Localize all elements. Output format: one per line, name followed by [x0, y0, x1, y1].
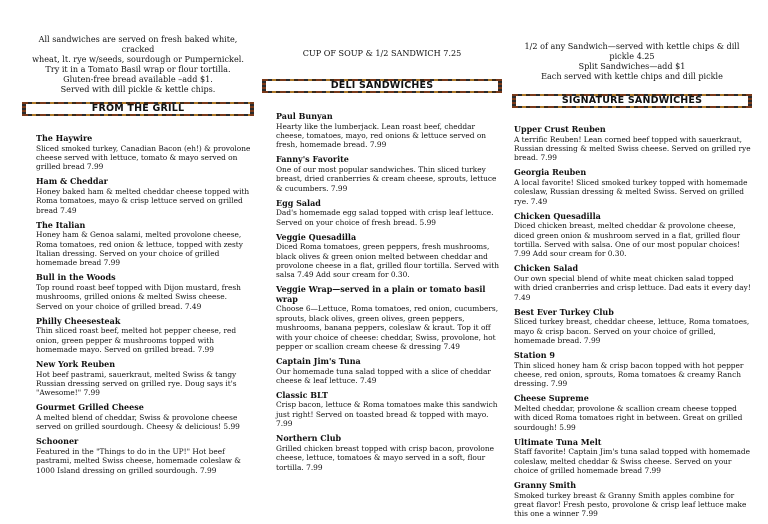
menu-item-description: Sliced turkey breast, cheddar cheese, lettuce, Roma tomatoes, mayo & crisp bacon. Served on your choice of grilled, homemade bread. 7.99 — [514, 317, 750, 346]
soup-combo-text: CUP OF SOUP & 1/2 SANDWICH 7.25 — [302, 48, 462, 58]
menu-item-name: Fanny's Favorite — [276, 154, 349, 165]
menu-item — [276, 434, 502, 472]
menu-item-description: Our own special blend of white meat chicken salad topped with dried cranberries and crisp lettuce. Dad eats it every day! 7.49 — [514, 273, 751, 302]
menu-item-description: Our homemade tuna salad topped with a slice of cheddar cheese & leaf lettuce. 7.49 — [276, 366, 491, 385]
menu-item-description: Hearty like the lumberjack. Lean roast beef, cheddar cheese, tomatoes, mayo, red onions & lettuce served on fresh, homemade bread. 7.99 — [276, 121, 487, 150]
menu-item — [514, 264, 752, 302]
section-header-deli — [262, 79, 502, 93]
menu-item — [276, 155, 502, 193]
menu-item — [514, 212, 752, 259]
menu-item — [36, 360, 254, 398]
menu-item — [276, 199, 502, 227]
menu-item — [276, 357, 502, 385]
menu-item-description: Hot beef pastrami, sauerkraut, melted Swiss & tangy Russian dressing served on grilled rye. Doug says it's "Awesome!" 7.99 — [36, 369, 237, 398]
menu-item-name: Classic BLT — [276, 389, 328, 400]
menu-item-description: Honey baked ham & melted cheddar cheese topped with Roma tomatoes, mayo & crisp lettuce served on grilled bread 7.49 — [36, 186, 250, 215]
signature-item-list — [514, 125, 752, 524]
menu-item-name: Paul Bunyan — [276, 111, 333, 121]
intro-line: wheat, lt. rye w/seeds, sourdough or Pumpernickel. — [32, 54, 244, 64]
soup-combo-note — [262, 48, 502, 58]
menu-item-description: Honey ham & Genoa salami, melted provolone cheese, Roma tomatoes, red onion & lettuce, topped with zesty Italian dressing. Served on your choice of grilled homemade bread 7.99 — [36, 230, 243, 268]
menu-item-name: Upper Crust Reuben — [514, 124, 606, 134]
menu-item — [276, 233, 502, 280]
intro-line: 1/2 of any Sandwich—served with kettle chips & dill pickle 4.25 — [524, 41, 740, 61]
menu-item-description: A local favorite! Sliced smoked turkey topped with homemade coleslaw, Russian dressing & melted Swiss. Served on grilled rye. 7.49 — [514, 177, 748, 206]
intro-line: Gluten-free bread available –add $1. — [63, 74, 213, 84]
menu-item-name: Station 9 — [514, 349, 555, 360]
column-right — [512, 0, 752, 519]
deli-item-list — [276, 112, 502, 478]
menu-item — [276, 391, 502, 429]
menu-item-name: The Haywire — [36, 133, 93, 143]
intro-line: Served with dill pickle & kettle chips. — [60, 84, 216, 94]
menu-item-description: A terrific Reuben! Lean corned beef topped with sauerkraut, Russian dressing & melted Swiss cheese. Served on grilled rye bread. 7.99 — [514, 134, 751, 163]
menu-item-description: Top round roast beef topped with Dijon mustard, fresh mushrooms, grilled onions & melted Swiss cheese. Served on your choice of grilled bread. 7.49 — [36, 282, 241, 311]
menu-item — [514, 125, 752, 163]
menu-item — [36, 134, 254, 172]
menu-item — [514, 438, 752, 476]
menu-item-description: Diced Roma tomatoes, green peppers, fresh mushrooms, black olives & green onion melted between cheddar and provolone cheese in a flat, grilled flour tortilla. Served with salsa 7.49 Add sour cream for 0.30. — [276, 242, 499, 280]
menu-item-name: Granny Smith — [514, 479, 577, 490]
menu-item — [514, 394, 752, 432]
menu-item-description: Choose 6—Lettuce, Roma tomatoes, red onion, cucumbers, sprouts, black olives, green olives, green peppers, mushrooms, banana peppers, coleslaw & kraut. Top it off with your choice of cheese: cheddar, Swiss, provolone, hot pepper or scallion cream cheese & dressing 7.49 — [276, 304, 499, 352]
menu-item — [36, 221, 254, 268]
section-header-grill — [22, 102, 254, 116]
menu-item-description: One of our most popular sandwiches. Thin sliced turkey breast, dried cranberries & cream cheese, sprouts, lettuce & cucumbers. 7.99 — [276, 164, 497, 193]
menu-item-description: Smoked turkey breast & Granny Smith apples combine for great flavor! Fresh pesto, provolone & crisp leaf lettuce make this one a winner 7.99 — [514, 490, 747, 519]
menu-item-name: Schooner — [36, 436, 79, 447]
menu-item-name: Chicken Salad — [514, 263, 579, 274]
menu-item-name: Cheese Supreme — [514, 393, 589, 404]
menu-item — [36, 273, 254, 311]
column-middle — [262, 0, 502, 472]
intro-line: Split Sandwiches—add $1 — [578, 61, 686, 71]
menu-item-name: Ham & Cheddar — [36, 176, 108, 187]
menu-item — [514, 168, 752, 206]
menu-item-name: Philly Cheesesteak — [36, 315, 121, 326]
menu-item — [36, 177, 254, 215]
intro-line: Try it in a Tomato Basil wrap or flour tortilla. — [45, 64, 231, 74]
menu-item-name: Veggie Wrap—served in a plain or tomato basil wrap — [276, 284, 486, 304]
menu-item-description: Dad's homemade egg salad topped with crisp leaf lettuce. Served on your choice of fresh bread. 5.99 — [276, 208, 494, 227]
menu-item-name: Chicken Quesadilla — [514, 210, 601, 221]
section-title: DELI SANDWICHES — [330, 80, 434, 91]
section-header-signature — [512, 94, 752, 108]
menu-item-description: Thin sliced honey ham & crisp bacon topped with hot pepper cheese, red onion, sprouts, Roma tomatoes & creamy Ranch dressing. 7.99 — [514, 360, 744, 389]
menu-item — [514, 351, 752, 389]
intro-line: Each served with kettle chips and dill pickle — [541, 71, 723, 81]
menu-item — [36, 317, 254, 355]
menu-item-description: Thin sliced roast beef, melted hot pepper cheese, red onion, green pepper & mushrooms topped with homemade mayo. Served on grilled bread. 7.99 — [36, 326, 237, 355]
section-title: SIGNATURE SANDWICHES — [561, 95, 703, 106]
bread-options-note — [22, 34, 254, 94]
menu-item-description: Crisp bacon, lettuce & Roma tomatoes make this sandwich just right! Served on toasted bread & topped with mayo. 7.99 — [276, 400, 498, 429]
menu-item-description: Staff favorite! Captain Jim's tuna salad topped with homemade coleslaw, melted cheddar & Swiss cheese. Served on your choice of grilled homemade bread 7.99 — [514, 447, 751, 475]
menu-item — [36, 437, 254, 475]
grill-item-list — [36, 134, 254, 481]
menu-item-description: Diced chicken breast, melted cheddar & provolone cheese, diced green onion & mushroom served in a flat, grilled flour tortilla. Served with salsa. One of our most popular choices! 7.99 Add sour cream for 0.30. — [514, 221, 741, 259]
menu-item-description: Grilled chicken breast topped with crisp bacon, provolone cheese, lettuce, tomatoes & mayo served in a soft, flour tortilla. 7.99 — [276, 443, 494, 472]
menu-item-name: Bull in the Woods — [36, 272, 116, 283]
menu-item-name: Veggie Quesadilla — [276, 231, 357, 242]
section-title: FROM THE GRILL — [91, 103, 185, 114]
menu-item-name: Georgia Reuben — [514, 167, 587, 178]
half-sandwich-note — [512, 41, 752, 81]
menu-item-description: Featured in the "Things to do in the UP!" Hot beef pastrami, melted Swiss cheese, homemade coleslaw & 1000 Island dressing on grilled sourdough. 7.99 — [36, 446, 241, 475]
menu-item-name: Gourmet Grilled Cheese — [36, 402, 144, 413]
menu-item-name: Ultimate Tuna Melt — [514, 436, 602, 447]
menu-item — [276, 112, 502, 150]
menu-item-description: Melted cheddar, provolone & scallion cream cheese topped with diced Roma tomatoes right in between. Great on grilled sourdough! 5.99 — [514, 403, 743, 432]
intro-line: All sandwiches are served on fresh baked white, cracked — [38, 34, 238, 54]
menu-item-name: Northern Club — [276, 433, 342, 444]
menu-item — [514, 308, 752, 346]
menu-item-name: Egg Salad — [276, 197, 321, 208]
menu-item-name: Captain Jim's Tuna — [276, 355, 361, 366]
menu-item-description: Sliced smoked turkey, Canadian Bacon (eh!) & provolone cheese served with lettuce, tomato & mayo served on grilled bread 7.99 — [36, 143, 251, 172]
menu-item — [36, 403, 254, 431]
menu-item-description: A melted blend of cheddar, Swiss & provolone cheese served on grilled sourdough. Cheesy & delicious! 5.99 — [36, 412, 240, 432]
menu-item — [276, 285, 502, 351]
menu-item-name: Best Ever Turkey Club — [514, 306, 614, 317]
column-left — [22, 0, 254, 475]
menu-item — [514, 481, 752, 519]
menu-item-name: New York Reuben — [36, 358, 116, 369]
menu-item-name: The Italian — [36, 219, 86, 230]
